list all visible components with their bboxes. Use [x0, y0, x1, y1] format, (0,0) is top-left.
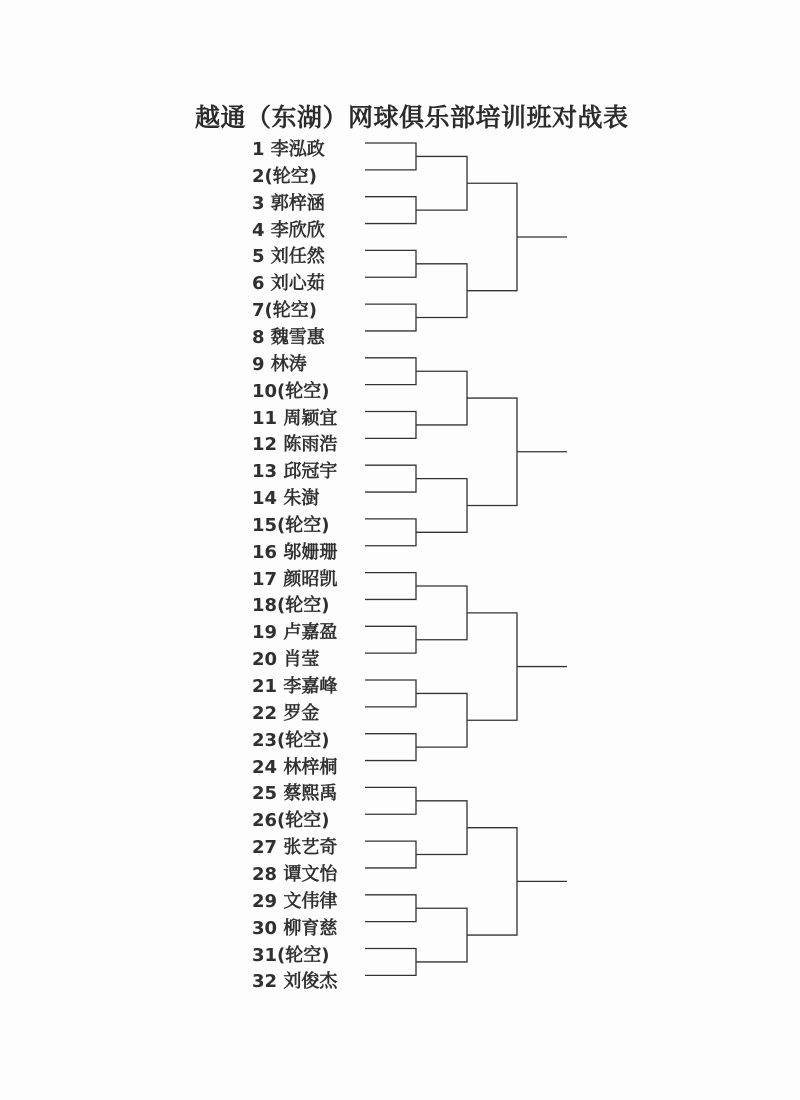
player-entry: 32 刘俊杰 [252, 971, 338, 993]
player-entry: 22 罗金 [252, 702, 320, 724]
bracket-round2 [416, 264, 467, 318]
player-entry: 12 陈雨浩 [252, 434, 338, 456]
player-entry: 4 李欣欣 [252, 219, 325, 241]
player-entry: 8 魏雪惠 [252, 326, 325, 348]
bracket-round2 [416, 693, 467, 747]
bracket-round1 [365, 304, 416, 331]
bracket-round3 [467, 183, 517, 290]
player-entry: 11 周颖宜 [252, 407, 338, 429]
player-entry: 1 李泓政 [252, 139, 325, 160]
bracket-round3 [467, 613, 517, 720]
player-entry: 17 颜昭凯 [252, 568, 338, 590]
bracket-round1 [365, 519, 416, 546]
bracket-round1 [365, 412, 416, 439]
player-entry: 15(轮空) [252, 514, 330, 536]
bracket-round1 [365, 734, 416, 761]
player-entry: 24 林梓桐 [252, 756, 338, 778]
bracket-round2 [416, 586, 467, 640]
player-entry: 27 张艺奇 [252, 837, 338, 859]
bracket-round1 [365, 949, 416, 976]
player-entry: 20 肖莹 [252, 649, 320, 671]
player-entry: 14 朱澍 [252, 488, 320, 510]
player-entry: 25 蔡熙禹 [252, 783, 338, 805]
player-entry: 16 邬姗珊 [252, 541, 338, 563]
bracket-round2 [416, 156, 467, 210]
player-entry: 7(轮空) [252, 300, 317, 322]
bracket-round3 [467, 828, 517, 935]
bracket-round1 [365, 573, 416, 600]
player-entry: 29 文伟律 [252, 890, 338, 912]
bracket-round1 [365, 841, 416, 868]
bracket-round1 [365, 626, 416, 653]
player-entry: 3 郭梓涵 [252, 192, 325, 214]
bracket-round2 [416, 479, 467, 533]
player-entry: 2(轮空) [252, 165, 317, 187]
player-entry: 6 刘心茹 [252, 273, 325, 295]
bracket-round1 [365, 465, 416, 492]
player-entry: 10(轮空) [252, 380, 330, 402]
bracket-round1 [365, 895, 416, 922]
player-entry: 31(轮空) [252, 944, 330, 966]
player-entry: 21 李嘉峰 [252, 676, 338, 697]
bracket-round1 [365, 680, 416, 707]
page-title: 越通（东湖）网球俱乐部培训班对战表 [195, 103, 629, 132]
player-entry: 26(轮空) [252, 810, 330, 832]
player-entry: 19 卢嘉盈 [252, 622, 338, 644]
bracket-round1 [365, 358, 416, 385]
bracket-round1 [365, 143, 416, 170]
bracket-round1 [365, 197, 416, 224]
bracket-round2 [416, 908, 467, 962]
player-entry: 28 谭文怡 [252, 863, 338, 885]
player-entry: 13 邱冠宇 [252, 461, 338, 483]
bracket-round2 [416, 801, 467, 855]
player-entry: 5 刘任然 [252, 246, 325, 268]
player-entry: 30 柳育慈 [252, 917, 338, 939]
bracket-round2 [416, 371, 467, 425]
bracket-round3 [467, 398, 517, 505]
player-entry: 18(轮空) [252, 595, 330, 617]
player-entry: 9 林涛 [252, 353, 307, 375]
player-entry: 23(轮空) [252, 729, 330, 751]
bracket-round1 [365, 787, 416, 814]
bracket-round1 [365, 250, 416, 277]
